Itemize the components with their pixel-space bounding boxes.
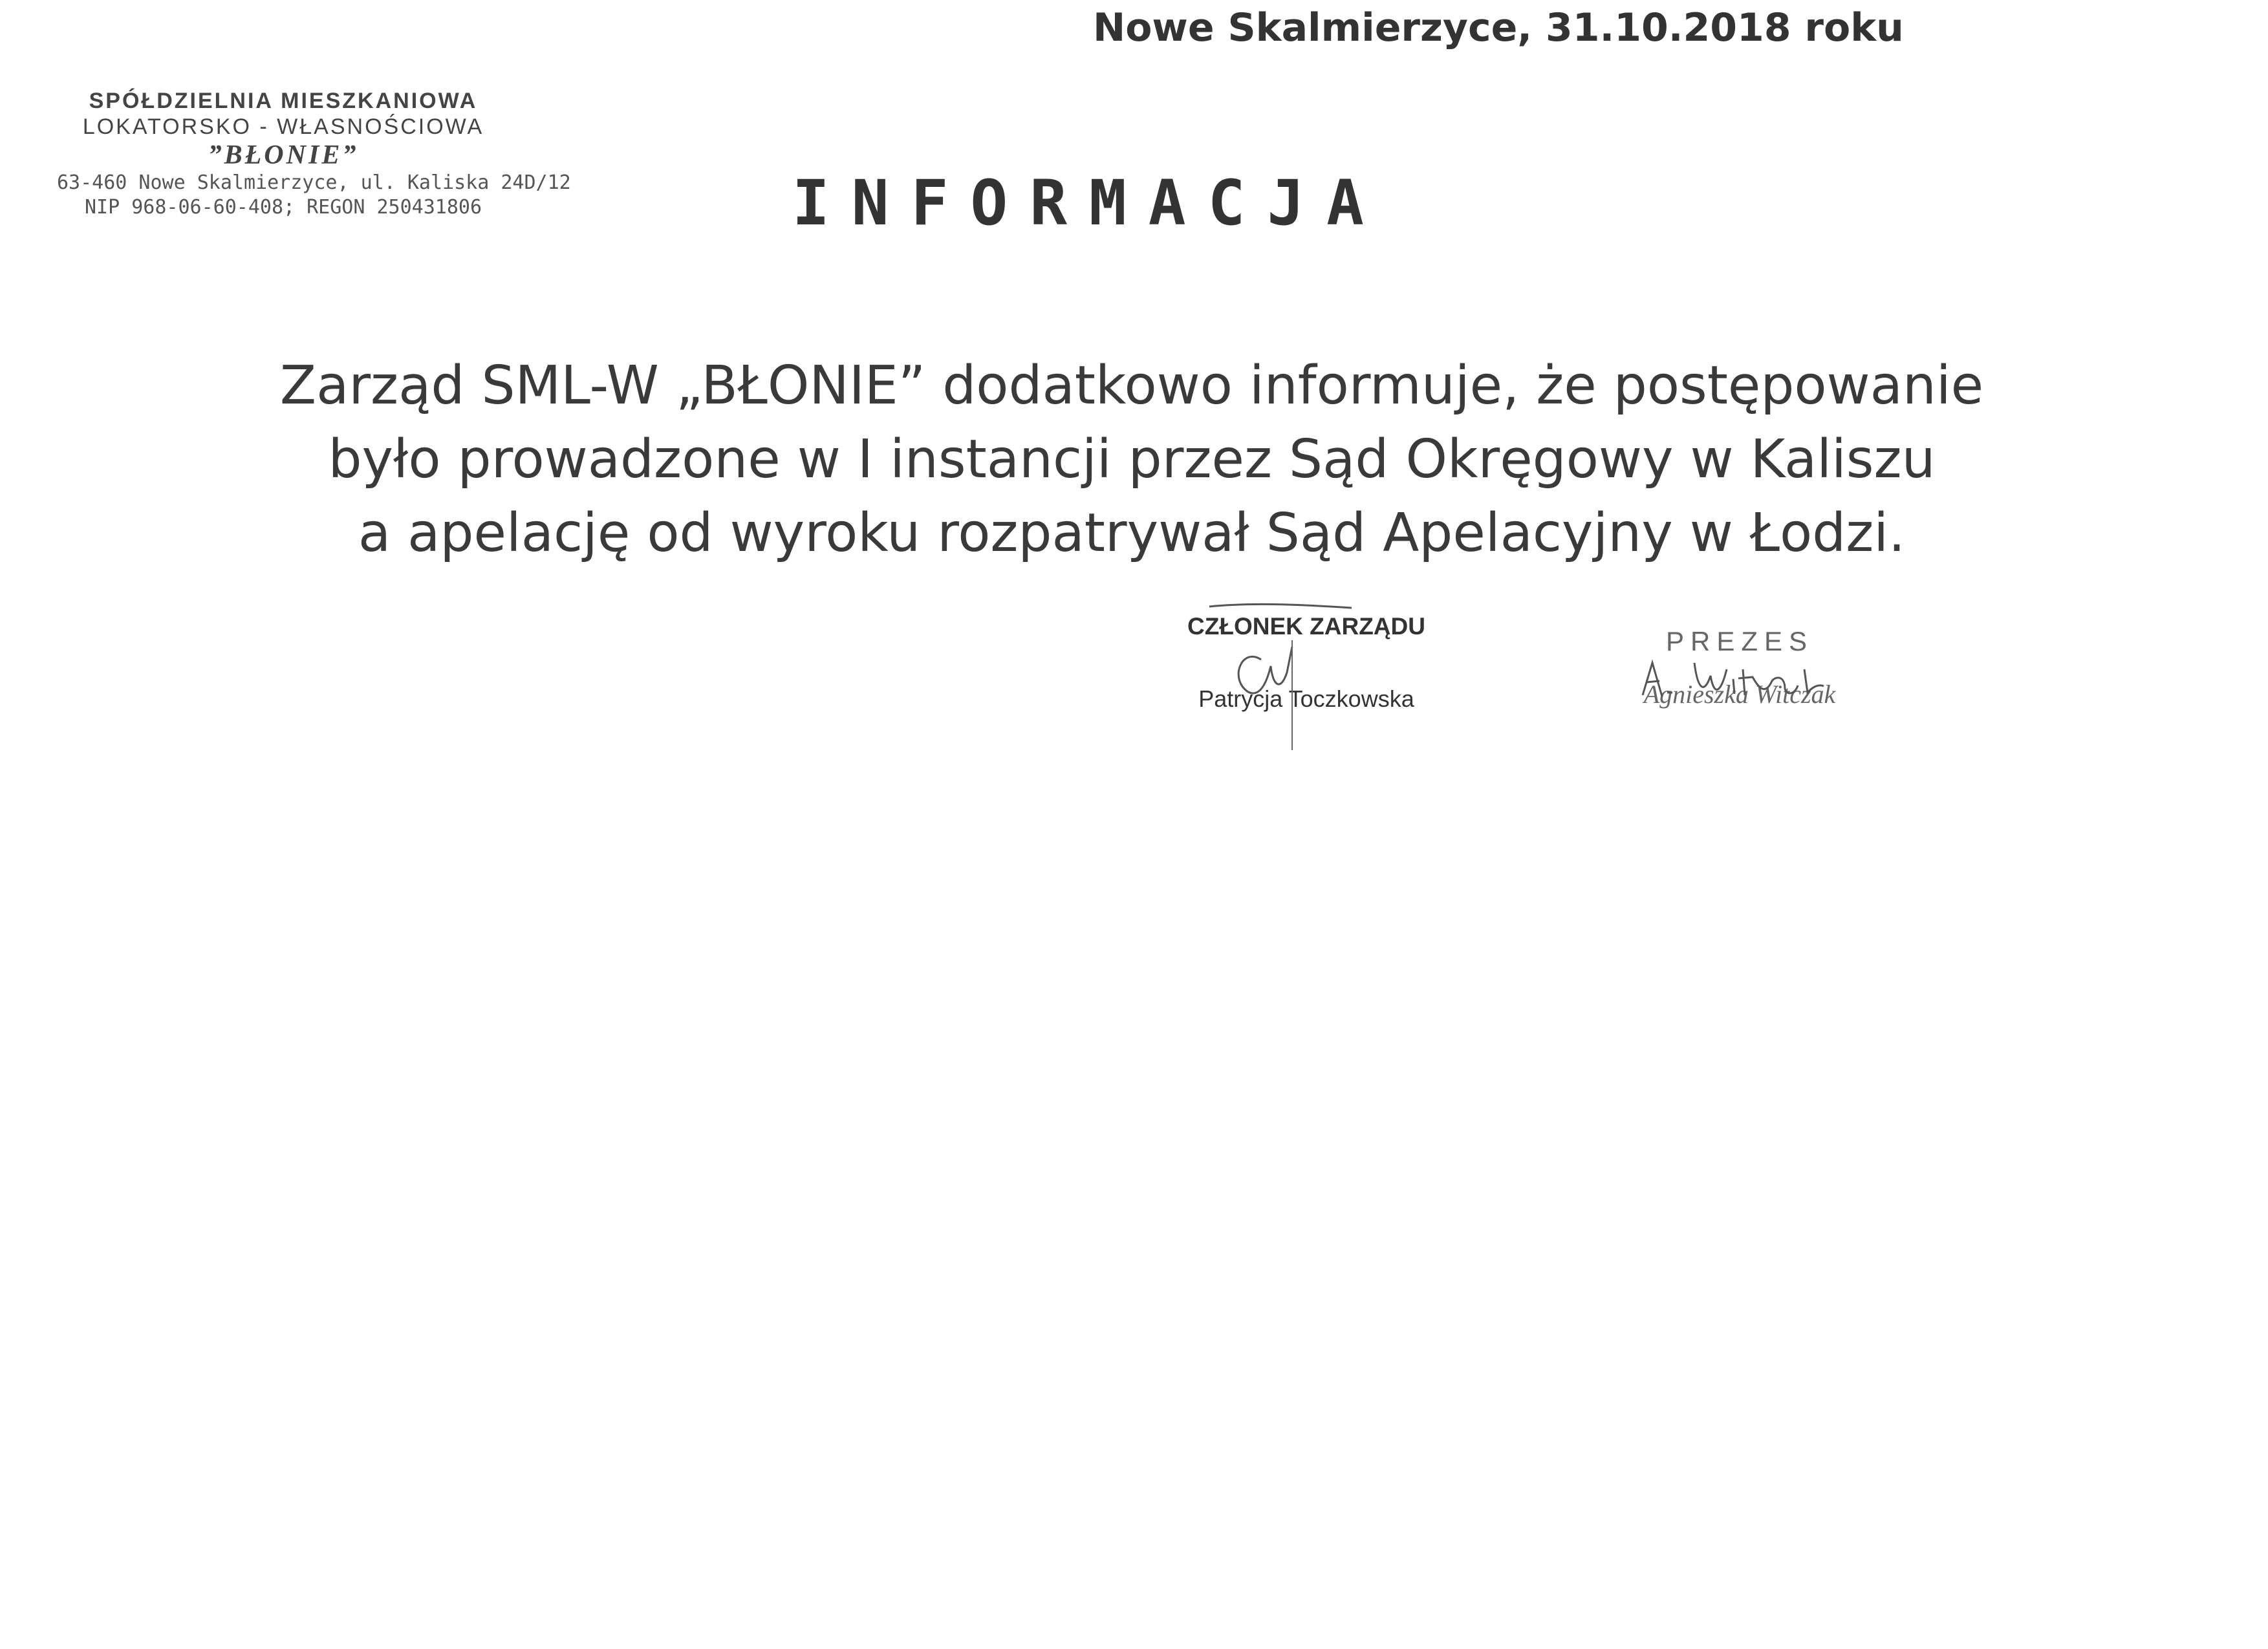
president-name: Agnieszka Witczak xyxy=(1643,680,1836,709)
president-role: PREZES xyxy=(1665,626,1814,656)
board-member-role: CZŁONEK ZARZĄDU xyxy=(1187,613,1425,640)
document-body xyxy=(129,349,2134,570)
stamp-line-2: LOKATORSKO - WŁASNOŚCIOWA xyxy=(82,114,484,139)
stamp-line-1: SPÓŁDZIELNIA MIESZKANIOWA xyxy=(89,89,478,113)
body-line: było prowadzone w I instancji przez Sąd Okręgowy w Kaliszu xyxy=(328,429,1936,490)
document-date: Nowe Skalmierzyce, 31.10.2018 roku xyxy=(1093,5,1904,50)
board-member-handwritten-signature xyxy=(1190,601,1384,757)
president-handwritten-signature xyxy=(1623,650,1869,708)
body-line: Zarząd SML-W „BŁONIE” dodatkowo informuje, że postępowanie xyxy=(279,355,1984,416)
stamp-tax-ids: NIP 968-06-60-408; REGON 250431806 xyxy=(84,196,482,219)
board-member-name: Patrycja Toczkowska xyxy=(1198,685,1414,712)
stamp-company-name: ”BŁONIE” xyxy=(208,140,359,170)
stamp-address: 63-460 Nowe Skalmierzyce, ul. Kaliska 24D/12 xyxy=(57,171,571,194)
document-title: INFORMACJA xyxy=(792,167,1386,239)
body-line: a apelację od wyroku rozpatrywał Sąd Apelacyjny w Łodzi. xyxy=(358,502,1906,564)
company-stamp xyxy=(57,88,571,220)
